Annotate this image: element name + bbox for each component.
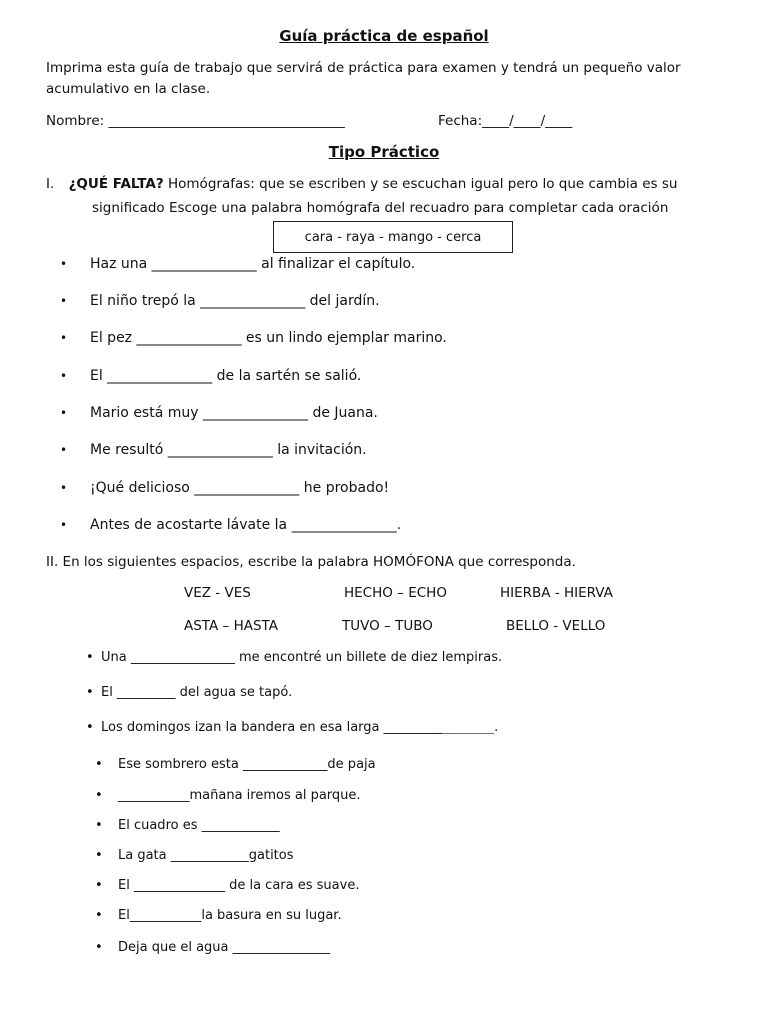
- bullet: •: [60, 294, 68, 308]
- bullet: •: [86, 685, 94, 700]
- list-item: • ¡Qué delicioso _______________ he probado!: [60, 480, 390, 496]
- bullet: •: [60, 331, 68, 345]
- list-item: • El___________la basura en su lugar.: [95, 908, 342, 923]
- section1-number: I.: [46, 176, 55, 192]
- date-field: Fecha:____/____/____: [438, 113, 573, 129]
- blue-blank: ________: [442, 720, 495, 735]
- list-item: • El niño trepó la _______________ del jardín.: [60, 293, 380, 309]
- bullet: •: [60, 406, 68, 420]
- section1-text-line2: significado Escoge una palabra homógrafa del recuadro para completar cada oración: [92, 200, 669, 216]
- intro-line-1: Imprima esta guía de trabajo que servirá de práctica para examen y tendrá un pequeño valor: [46, 60, 681, 76]
- section1-heading: ¿QUÉ FALTA?: [68, 176, 164, 192]
- section1-text-line1: Homógrafas: que se escriben y se escuchan igual pero lo que cambia es su: [168, 176, 678, 192]
- list-item: • ___________mañana iremos al parque.: [95, 788, 361, 803]
- bullet: •: [95, 757, 103, 772]
- list-item: • El cuadro es ____________: [95, 818, 280, 833]
- name-field: Nombre: ___________________________________: [46, 113, 345, 129]
- bullet: •: [95, 940, 103, 955]
- homophone-pair: TUVO – TUBO: [342, 618, 433, 634]
- bullet: •: [60, 369, 68, 383]
- list-item: • El pez _______________ es un lindo ejemplar marino.: [60, 330, 447, 346]
- bullet: •: [95, 878, 103, 893]
- list-item: • El _______________ de la sartén se salió.: [60, 368, 362, 384]
- list-item: • Antes de acostarte lávate la _______________.: [60, 517, 402, 533]
- bullet: •: [95, 818, 103, 833]
- bullet: •: [86, 650, 94, 665]
- list-item: • Mario está muy _______________ de Juana.: [60, 405, 378, 421]
- bullet: •: [86, 720, 94, 735]
- section1-header: [46, 176, 677, 192]
- section-subtitle: Tipo Práctico: [328, 143, 440, 161]
- list-item: • Una ________________ me encontré un billete de diez lempiras.: [86, 650, 503, 665]
- list-item: • Haz una _______________ al finalizar el capítulo.: [60, 256, 416, 272]
- list-item: • El ______________ de la cara es suave.: [95, 878, 360, 893]
- list-item: • Los domingos izan la bandera en esa larga _________________.: [86, 720, 499, 735]
- page-title: Guía práctica de español: [279, 27, 489, 45]
- list-item: • Ese sombrero esta _____________de paja: [95, 757, 376, 772]
- bullet: •: [60, 257, 68, 271]
- homophone-pair: BELLO - VELLO: [506, 618, 606, 634]
- bullet: •: [95, 788, 103, 803]
- list-item: • Deja que el agua _______________: [95, 940, 331, 955]
- homophone-pair: ASTA – HASTA: [184, 618, 278, 634]
- bullet: •: [60, 518, 68, 532]
- bullet: •: [95, 848, 103, 863]
- homophone-pair: VEZ - VES: [184, 585, 251, 601]
- section2-intro: II. En los siguientes espacios, escribe la palabra HOMÓFONA que corresponda.: [46, 554, 576, 570]
- list-item: • Me resultó _______________ la invitación.: [60, 442, 367, 458]
- homophone-pair: HECHO – ECHO: [344, 585, 447, 601]
- list-item: • El _________ del agua se tapó.: [86, 685, 293, 700]
- word-box: cara - raya - mango - cerca: [273, 221, 513, 253]
- bullet: •: [60, 481, 68, 495]
- bullet: •: [95, 908, 103, 923]
- list-item: • La gata ____________gatitos: [95, 848, 294, 863]
- intro-line-2: acumulativo en la clase.: [46, 81, 211, 97]
- homophone-pair: HIERBA - HIERVA: [500, 585, 613, 601]
- bullet: •: [60, 443, 68, 457]
